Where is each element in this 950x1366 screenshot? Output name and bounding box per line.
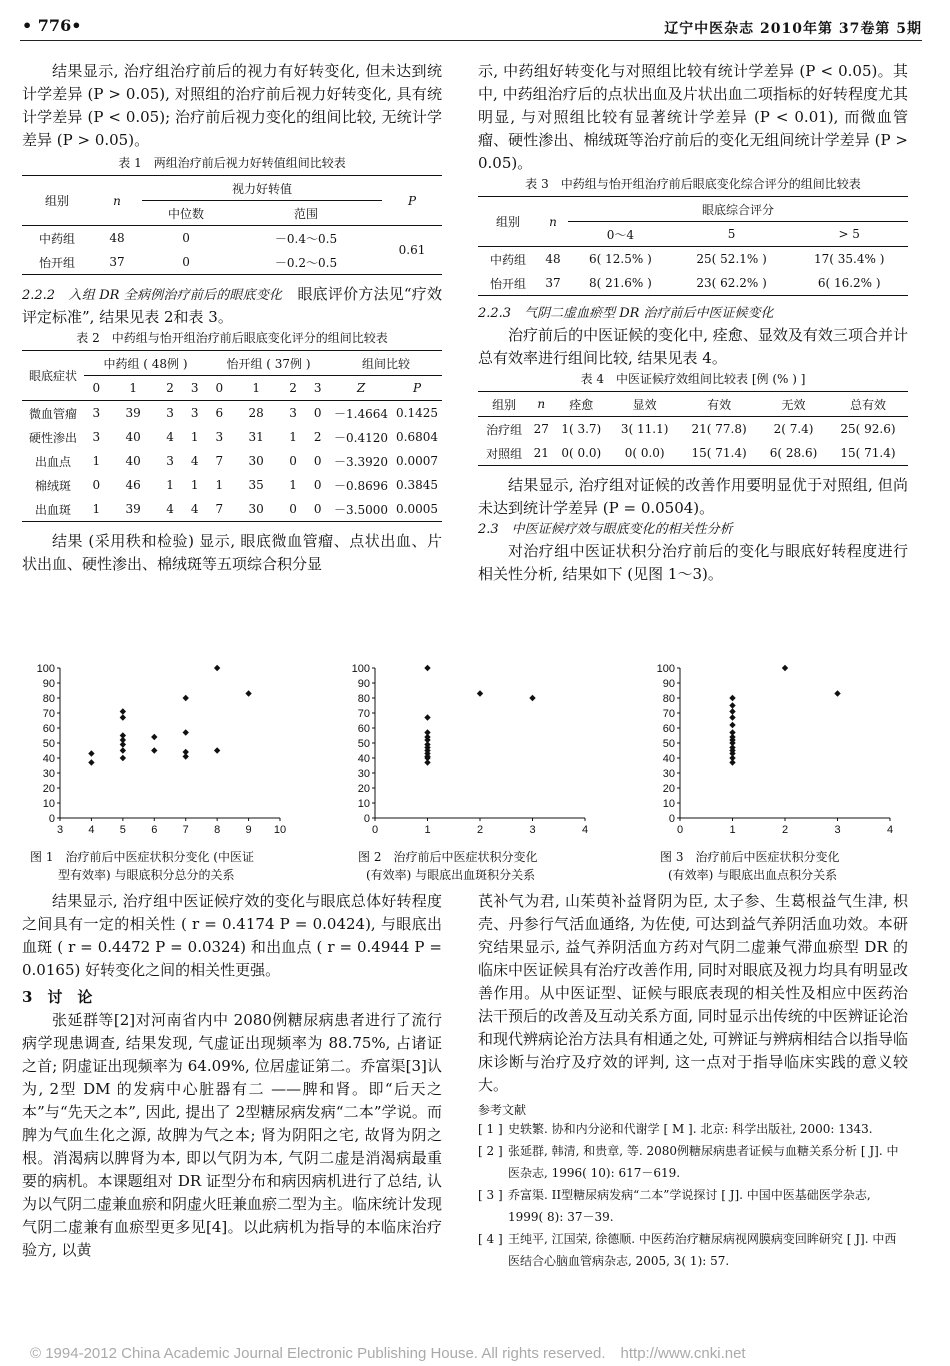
- data-point: [151, 747, 157, 753]
- data-point: [834, 690, 840, 696]
- table4-cell: 6( 28.6): [759, 441, 828, 466]
- table1-p-value: 0.61: [382, 226, 442, 275]
- table2-cell: 1: [289, 430, 297, 444]
- table4-cell: 21: [530, 441, 552, 466]
- table2-cell: 30: [232, 497, 281, 522]
- section-title: 2.2.2 入组 DR 全病例治疗前后的眼底变化: [22, 288, 283, 303]
- right-column-bottom: [478, 890, 908, 1272]
- table3-header-score: 眼底综合评分: [568, 197, 908, 222]
- table2-score-header: 0: [207, 376, 232, 401]
- table2-cell: 39: [109, 497, 158, 522]
- table1-cell: 0: [182, 231, 190, 245]
- y-tick-label: 60: [42, 723, 55, 735]
- copyright-footer: © 1994-2012 China Academic Journal Electronic Publishing House. All rights reserved. http://www.cnki.net: [30, 1345, 746, 1362]
- x-tick-label: 10: [273, 824, 287, 836]
- reference-item: [478, 1184, 908, 1228]
- table1-cell: －0.2～0.5: [230, 250, 382, 275]
- y-tick-label: 50: [662, 738, 675, 750]
- y-tick-label: 10: [357, 798, 370, 810]
- data-point: [214, 747, 220, 753]
- right-column-top: [478, 60, 908, 586]
- section-2-2-2: [22, 283, 442, 329]
- table2-score-header: 1: [232, 376, 281, 401]
- table2-header-zy: 中药组 ( 48例 ): [84, 351, 207, 376]
- paragraph: 芪补气为君, 山茱萸补益肾阴为臣, 太子参、生葛根益气生津, 枳壳、丹参行气活血通络, 为佐使, 可达到益气养阴活血功效。本研究结果显示, 益气养阴活血方药对气阴二虚兼气滞血瘀型 DR 的临床中医证候具有治疗改善作用, 同时对眼底及视力均具有明显改善作用。从中医证型、证候与眼底表现的相关性及相应中医药治法干预后的改善及互动关系方面, 同时显示出传统的中医辨证论治和现代辨病论治方法具有相通之处, 可辨证与辨病相结合以指导临床诊断与治疗及疗效的评判, 这一点对于指导临床实践的意义较大。: [478, 892, 908, 1094]
- table2-cell: 0: [289, 454, 297, 468]
- table3-col-header: 5: [673, 222, 791, 247]
- y-tick-label: 100: [351, 663, 370, 675]
- table3-cell: 8( 21.6% ): [568, 271, 673, 296]
- table2-score-header: 0: [84, 376, 109, 401]
- table2-cell: 1: [215, 478, 224, 492]
- caption-line: 图 1 治疗前后中医症状积分变化 (中医证: [30, 850, 254, 864]
- table2-cell: 4: [182, 497, 207, 522]
- table3-caption: 表 3 中药组与怡开组治疗前后眼底变化综合评分的组间比较表: [525, 177, 861, 191]
- table2-cell: 2: [313, 430, 322, 444]
- x-tick-label: 6: [151, 824, 158, 836]
- data-point: [529, 695, 535, 701]
- references-title: 参考文献: [478, 1103, 527, 1117]
- table4: [478, 391, 908, 466]
- table2-cell: 0: [92, 478, 101, 492]
- table1-caption: 表 1 两组治疗前后视力好转值组间比较表: [118, 156, 346, 170]
- caption-line: (有效率) 与眼底出血斑积分关系: [366, 868, 536, 882]
- table2-cell: 39: [125, 406, 141, 420]
- table2-cell: 0.0005: [392, 497, 442, 522]
- y-tick-label: 70: [42, 708, 55, 720]
- table1-header-vision: 视力好转值: [142, 176, 382, 201]
- table4-cell: 3( 11.1): [620, 422, 669, 436]
- table2-cell: 0.0007: [396, 454, 438, 468]
- y-tick-label: 70: [357, 708, 370, 720]
- table1-cell: 37: [92, 250, 142, 275]
- y-tick-label: 50: [357, 738, 370, 750]
- paragraph: 对治疗组中医证状积分治疗前后的变化与眼底好转程度进行相关性分析, 结果如下 (见图 1～3)。: [478, 542, 908, 583]
- table2-cell: 0.6804: [396, 430, 438, 444]
- y-tick-label: 70: [662, 708, 675, 720]
- y-tick-label: 0: [363, 813, 370, 825]
- data-point: [120, 714, 126, 720]
- table2-cell: 28: [248, 406, 264, 420]
- data-point: [424, 714, 430, 720]
- table2-cell: －3.5000: [330, 497, 392, 522]
- x-tick-label: 3: [529, 824, 536, 836]
- journal-header: 辽宁中医杂志 2010年第 37卷第 5期: [664, 21, 922, 37]
- table2-header-p: P: [392, 376, 442, 401]
- left-column-top: [22, 60, 442, 576]
- figure-3-scatter: [650, 660, 900, 840]
- paragraph: 结果显示, 治疗组对证候的改善作用要明显优于对照组, 但尚未达到统计学差异 (P = 0.0504)。: [478, 476, 908, 517]
- table4-header: 显效: [610, 392, 679, 417]
- data-point: [120, 737, 126, 743]
- paragraph: 示, 中药组好转变化与对照组比较有统计学差异 (P < 0.05)。其中, 中药组治疗后的点状出血及片状出血二项指标的好转程度尤其明显, 与对照组比较有显著统计学差异 (P < 0.01), 而微血管瘤、硬性渗出、棉绒斑等治疗前后的变化无组间统计学差异 (P > 0.05)。: [478, 62, 908, 172]
- table1-cell: －0.4～0.5: [274, 231, 338, 246]
- table2-cell: 1: [289, 478, 297, 492]
- table2-score-header: 3: [305, 376, 330, 401]
- y-tick-label: 10: [42, 798, 55, 810]
- x-tick-label: 5: [119, 824, 126, 836]
- x-tick-label: 1: [729, 824, 736, 836]
- table2-cell: －1.4664: [334, 406, 388, 421]
- reference-text: 史轶繁. 协和内分泌和代谢学 [ M ]. 北京: 科学出版社, 2000: 1343.: [508, 1122, 873, 1136]
- x-tick-label: 8: [214, 824, 221, 836]
- table1-header-median: 中位数: [142, 201, 230, 226]
- table2-cell: 0: [281, 497, 306, 522]
- header-rule: [20, 40, 922, 41]
- table2-cell: 0.3845: [396, 478, 438, 492]
- x-tick-label: 4: [581, 824, 589, 836]
- data-point: [729, 702, 735, 708]
- y-tick-label: 90: [662, 678, 675, 690]
- table2-header-z: Z: [330, 376, 392, 401]
- table2-cell: 7: [215, 454, 224, 468]
- table4-cell: 27: [533, 422, 549, 436]
- data-point: [729, 729, 735, 735]
- section-2-3-title: 2.3 中医证候疗效与眼底变化的相关性分析: [478, 522, 733, 537]
- table4-cell: 15( 71.4): [828, 441, 908, 466]
- table4-header: n: [530, 392, 552, 417]
- paragraph: 结果显示, 治疗组中医证候疗效的变化与眼底总体好转程度之间具有一定的相关性 ( r = 0.4174 P = 0.0424), 与眼底出血斑 ( r = 0.4472 P = 0.0324) 和出血点 ( r = 0.4944 P = 0.0165) 好转变化之间的相关性更强。: [22, 892, 442, 979]
- data-point: [782, 665, 788, 671]
- section-2-2-3-title: 2.2.3 气阴二虚血瘀型 DR 治疗前后中医证候变化: [478, 306, 774, 321]
- table1-cell: 中药组: [38, 231, 75, 246]
- table1-header-p: P: [382, 176, 442, 226]
- table4-cell: 0( 0.0): [552, 441, 610, 466]
- table2-cell: 6: [215, 406, 224, 420]
- table1-cell: 怡开组: [22, 250, 92, 275]
- y-tick-label: 40: [662, 753, 675, 765]
- figure-1-scatter: [30, 660, 290, 840]
- table2-cell: －0.8696: [334, 478, 388, 493]
- y-tick-label: 30: [662, 768, 675, 780]
- table4-cell: 21( 77.8): [691, 422, 747, 436]
- y-tick-label: 30: [42, 768, 55, 780]
- x-tick-label: 2: [781, 824, 789, 836]
- reference-text: 乔富渠. II型糖尿病发病“二本”学说探讨 [ J]. 中国中医基础医学杂志, 1999( 8): 37－39.: [508, 1188, 871, 1224]
- data-point: [245, 690, 251, 696]
- table2-cell: 1: [84, 497, 109, 522]
- reference-item: [478, 1228, 908, 1272]
- figure-1-caption: [30, 848, 320, 884]
- y-tick-label: 80: [42, 693, 55, 705]
- x-tick-label: 7: [182, 824, 189, 836]
- x-tick-label: 2: [476, 824, 484, 836]
- table2-score-header: 1: [109, 376, 158, 401]
- table2-score-header: 3: [182, 376, 207, 401]
- table2-cell: 1: [92, 454, 101, 468]
- data-point: [729, 714, 735, 720]
- table2-header-symptom: 眼底症状: [22, 351, 84, 401]
- y-tick-label: 40: [357, 753, 370, 765]
- table1-cell: 48: [109, 231, 125, 245]
- y-tick-label: 80: [357, 693, 370, 705]
- table2-cell: 硬性渗出: [28, 430, 77, 445]
- table2-row: [22, 497, 442, 522]
- table2-cell: 4: [166, 430, 174, 444]
- table3-cell: 37: [538, 271, 568, 296]
- table2-cell: 棉绒斑: [34, 478, 71, 493]
- table4-header: 组别: [478, 392, 530, 417]
- references-list: [478, 1118, 908, 1272]
- section-text: 眼底评价方法见“疗效评定标准”, 结果见表 2和表 3。: [22, 285, 442, 326]
- x-tick-label: 3: [56, 824, 64, 836]
- table2-cell: 40: [125, 430, 141, 444]
- x-tick-label: 9: [245, 824, 252, 836]
- table4-header: 痊愈: [552, 392, 610, 417]
- table4-header: 无效: [759, 392, 828, 417]
- table2-cell: 0: [313, 454, 322, 468]
- y-tick-label: 80: [662, 693, 675, 705]
- table1: [22, 175, 442, 275]
- y-tick-label: 90: [357, 678, 370, 690]
- reference-number: [ 2 ]: [478, 1144, 503, 1158]
- table3-cell: 23( 62.2% ): [673, 271, 791, 296]
- paragraph: 治疗前后的中医证候的变化中, 痊愈、显效及有效三项合并计总有效率进行组间比较, 结果见表 4。: [478, 326, 908, 367]
- y-tick-label: 30: [357, 768, 370, 780]
- y-tick-label: 90: [42, 678, 55, 690]
- table3: [478, 196, 908, 296]
- table4-cell: 15( 71.4): [679, 441, 759, 466]
- table3-header-group: 组别: [478, 197, 538, 247]
- data-point: [214, 665, 220, 671]
- data-point: [151, 734, 157, 740]
- table2-cell: 3: [190, 406, 199, 420]
- section-3-title: 3 讨 论: [22, 988, 93, 1006]
- table2-cell: 出血点: [34, 454, 71, 469]
- table2: [22, 350, 442, 522]
- table2-row: [22, 401, 442, 426]
- table2-cell: 1: [190, 430, 199, 444]
- table2-cell: 3: [166, 454, 174, 468]
- table2-header-yk: 怡开组 ( 37例 ): [207, 351, 330, 376]
- left-column-bottom: [22, 890, 442, 1262]
- table3-cell: 6( 16.2% ): [790, 271, 908, 296]
- table1-cell: 0: [142, 250, 230, 275]
- table3-cell: 中药组: [489, 252, 526, 267]
- table2-cell: 3: [166, 406, 174, 420]
- table4-header: 总有效: [828, 392, 908, 417]
- table3-cell: 17( 35.4% ): [814, 252, 885, 266]
- table2-cell: 4: [190, 454, 199, 468]
- data-point: [183, 729, 189, 735]
- table1-header-n: n: [92, 176, 142, 226]
- figure-3-caption: [660, 848, 920, 884]
- reference-number: [ 4 ]: [478, 1232, 503, 1246]
- paragraph: 结果显示, 治疗组治疗前后的视力有好转变化, 但未达到统计学差异 (P > 0.05), 对照组的治疗前后视力好转变化, 具有统计学差异 (P < 0.05); 治疗前后视力变化的组间比较, 无统计学差异 (P > 0.05)。: [22, 62, 442, 149]
- table4-cell: 1( 3.7): [561, 422, 602, 436]
- y-tick-label: 20: [357, 783, 370, 795]
- data-point: [120, 747, 126, 753]
- table3-col-header: > 5: [790, 222, 908, 247]
- y-tick-label: 60: [357, 723, 370, 735]
- table4-cell: 治疗组: [486, 422, 523, 437]
- caption-line: (有效率) 与眼底出血点积分关系: [668, 868, 838, 882]
- data-point: [183, 749, 189, 755]
- y-tick-label: 10: [662, 798, 675, 810]
- paragraph: 张延群等[2]对河南省内中 2080例糖尿病患者进行了流行病学现患调查, 结果发现, 气虚证出现频率为 88.75%, 占诸证之首; 阴虚证出现频率为 64.09%, 位居虚证第二。乔富渠[3]认为, 2型 DM 的发病中心脏器有二 ——脾和肾。即“后天之本”与“先天之本”, 因此, 提出了 2型糖尿病发病“二本”学说。而脾为气血生化之源, 故脾为气之本; 肾为阴阳之宅, 故肾为阴之根。消渴病以脾肾为本, 即以气阴为本, 气阴二虚是消渴病最重要的病机。本课题组对 DR 证型分布和病因病机进行了总结, 认为以气阴二虚兼血瘀和阴虚火旺兼血瘀二型为主。临床统计发现气阴二虚兼有血瘀型更多见[4]。以此病机为指导的本临床治疗验方, 以黄: [22, 1011, 443, 1259]
- table3-cell: 25( 52.1% ): [696, 252, 767, 266]
- data-point: [424, 665, 430, 671]
- table2-cell: 3: [92, 406, 101, 420]
- table2-cell: 0: [313, 406, 322, 420]
- reference-item: [478, 1140, 908, 1184]
- table2-cell: 46: [125, 478, 141, 492]
- table2-cell: 3: [215, 430, 224, 444]
- x-tick-label: 0: [371, 824, 379, 836]
- table1-header-group: 组别: [22, 176, 92, 226]
- table3-cell: 6( 12.5% ): [589, 252, 652, 266]
- table2-score-header: 2: [281, 376, 306, 401]
- table2-cell: 1: [190, 478, 199, 492]
- x-tick-label: 3: [834, 824, 841, 836]
- table2-row: [22, 449, 442, 473]
- table3-cell: 48: [545, 252, 561, 266]
- data-point: [729, 722, 735, 728]
- data-point: [424, 729, 430, 735]
- x-tick-label: 1: [424, 824, 431, 836]
- table2-score-header: 2: [158, 376, 183, 401]
- table3-cell: 怡开组: [478, 271, 538, 296]
- data-point: [88, 759, 94, 765]
- y-tick-label: 100: [656, 663, 675, 675]
- table4-cell: 25( 92.6): [840, 422, 896, 436]
- data-point: [88, 750, 94, 756]
- table2-cell: 0.1425: [396, 406, 438, 420]
- data-point: [729, 695, 735, 701]
- table2-cell: －3.3920: [334, 454, 388, 469]
- data-point: [477, 690, 483, 696]
- table4-header: 有效: [679, 392, 759, 417]
- y-tick-label: 0: [48, 813, 55, 825]
- table2-cell: 30: [248, 454, 264, 468]
- table3-header-n: n: [538, 197, 568, 247]
- table2-cell: 微血管瘤: [28, 406, 77, 421]
- y-tick-label: 0: [668, 813, 675, 825]
- x-tick-label: 0: [676, 824, 684, 836]
- table2-row: [22, 473, 442, 497]
- data-point: [120, 755, 126, 761]
- data-point: [729, 708, 735, 714]
- table2-cell: 出血斑: [22, 497, 84, 522]
- caption-line: 型有效率) 与眼底积分总分的关系: [58, 868, 235, 882]
- table4-caption: 表 4 中医证候疗效组间比较表 [例 (% ) ]: [580, 372, 806, 386]
- table2-cell: 3: [92, 430, 101, 444]
- table2-cell: 0: [313, 478, 322, 492]
- table2-cell: 1: [166, 478, 174, 492]
- figure-2-caption: [358, 848, 618, 884]
- table2-row: [22, 425, 442, 449]
- y-tick-label: 20: [662, 783, 675, 795]
- y-tick-label: 100: [36, 663, 55, 675]
- table2-cell: 40: [125, 454, 141, 468]
- table2-caption: 表 2 中药组与怡开组治疗前后眼底变化评分的组间比较表: [76, 331, 388, 345]
- table2-cell: 3: [289, 406, 297, 420]
- table2-cell: 4: [158, 497, 183, 522]
- y-tick-label: 50: [42, 738, 55, 750]
- reference-number: [ 1 ]: [478, 1122, 503, 1136]
- table2-cell: －0.4120: [334, 430, 388, 445]
- table2-cell: 7: [207, 497, 232, 522]
- table4-cell: 0( 0.0): [610, 441, 679, 466]
- table2-cell: 31: [248, 430, 264, 444]
- table2-header-cmp: 组间比较: [330, 351, 442, 376]
- x-tick-label: 4: [886, 824, 894, 836]
- reference-text: 张延群, 韩清, 和贵章, 等. 2080例糖尿病患者证候与血糖关系分析 [ J]. 中医杂志, 1996( 10): 617－619.: [508, 1144, 899, 1180]
- reference-number: [ 3 ]: [478, 1188, 503, 1202]
- table3-col-header: 0～4: [568, 222, 673, 247]
- table2-cell: 35: [248, 478, 264, 492]
- y-tick-label: 40: [42, 753, 55, 765]
- table2-cell: 0: [305, 497, 330, 522]
- caption-line: 图 3 治疗前后中医症状积分变化: [660, 850, 840, 864]
- page-number: • 776•: [22, 16, 82, 35]
- y-tick-label: 60: [662, 723, 675, 735]
- figure-2-scatter: [345, 660, 595, 840]
- table4-cell: 2( 7.4): [773, 422, 814, 436]
- table4-cell: 对照组: [478, 441, 530, 466]
- reference-item: [478, 1118, 908, 1140]
- data-point: [120, 708, 126, 714]
- table1-header-range: 范围: [230, 201, 382, 226]
- caption-line: 图 2 治疗前后中医症状积分变化: [358, 850, 538, 864]
- y-tick-label: 20: [42, 783, 55, 795]
- paragraph: 结果 (采用秩和检验) 显示, 眼底微血管瘤、点状出血、片状出血、硬性渗出、棉绒斑等五项综合积分显: [22, 532, 442, 573]
- data-point: [183, 695, 189, 701]
- reference-text: 王纯平, 江国荣, 徐德顺. 中医药治疗糖尿病视网膜病变回眸研究 [ J]. 中西医结合心脑血管病杂志, 2005, 3( 1): 57.: [508, 1232, 897, 1268]
- x-tick-label: 4: [88, 824, 95, 836]
